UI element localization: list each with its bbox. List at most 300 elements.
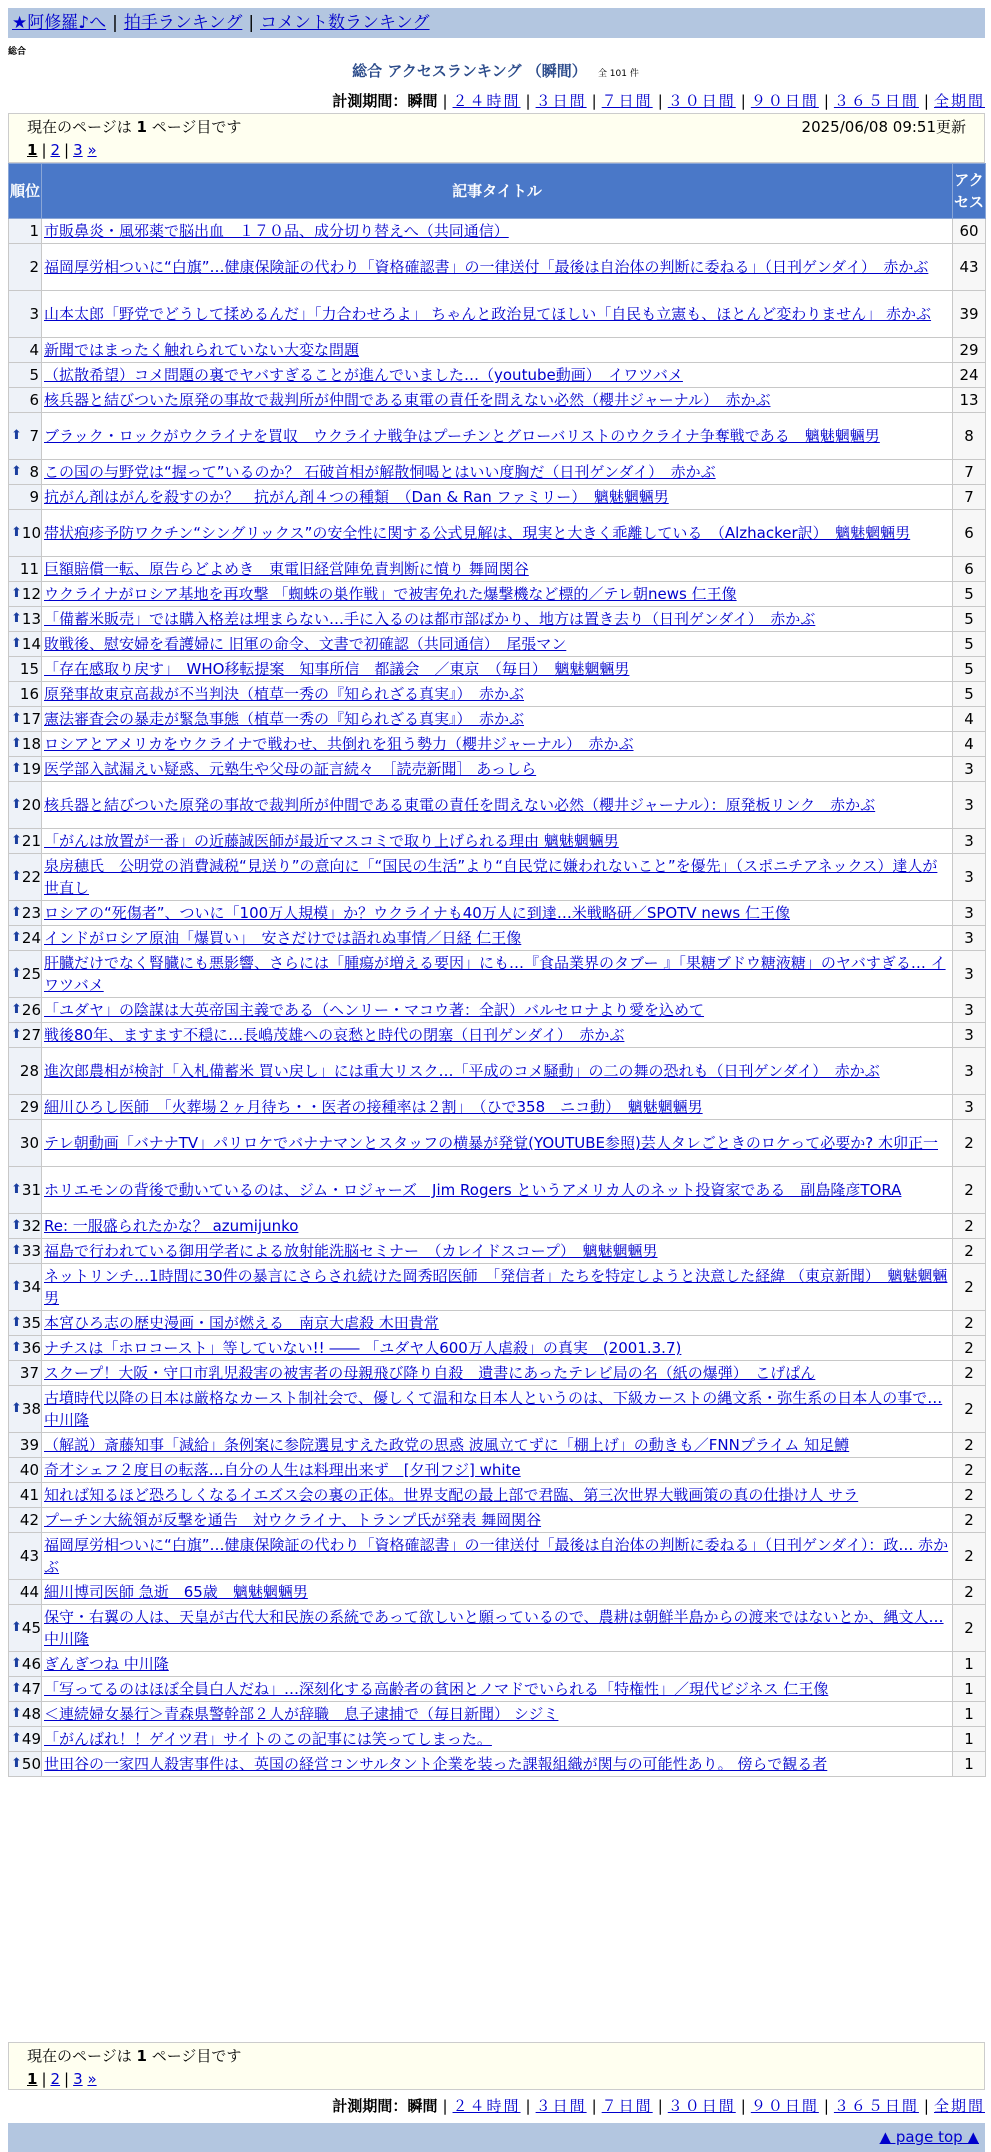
article-link[interactable]: ロシアとアメリカをウクライナで戦わせ、共倒れを狙う勢力（櫻井ジャーナル） 赤かぶ (44, 735, 634, 753)
article-link[interactable]: 「写ってるのはほぼ全員白人だね」…深刻化する高齢者の貧困とノマドでいられる「特権性」／現代ビジネス 仁王像 (44, 1680, 829, 1698)
period-separator: | (823, 92, 829, 110)
nav-separator: | (112, 13, 118, 33)
page-separator: | (64, 2070, 70, 2088)
table-row (9, 1702, 986, 1727)
access-count: 3 (953, 782, 986, 829)
article-link[interactable]: 医学部入試漏えい疑惑、元塾生や父母の証言続々 ［読売新聞］ あっしら (44, 760, 537, 778)
rank-up-icon: ⬆ (11, 1279, 22, 1294)
table-row (9, 782, 986, 829)
rank-number: 40 (19, 1461, 39, 1479)
rank-up-icon: ⬆ (11, 1340, 22, 1355)
article-link[interactable]: 核兵器と結びついた原発の事故で裁判所が仲間である東電の責任を問えない必然（櫻井ジャーナル）：原発板リンク 赤かぶ (44, 796, 876, 814)
rank-cell (9, 854, 42, 901)
page-top-link[interactable]: ▲ page top ▲ (879, 2128, 979, 2146)
nav-link[interactable]: コメント数ランキング (260, 13, 430, 33)
title-cell (42, 363, 953, 388)
table-row (9, 363, 986, 388)
table-row (9, 1336, 986, 1361)
title-cell (42, 1336, 953, 1361)
title-cell (42, 413, 953, 460)
article-link[interactable]: 肝臓だけでなく腎臓にも悪影響、さらには「腫瘍が増える要因」にも…『食品業界のタブー 』「果糖ブドウ糖液糖」のヤバすぎる… イワツバメ (44, 954, 946, 994)
rank-cell (9, 732, 42, 757)
rank-number: 48 (21, 1705, 41, 1723)
rank-number: 11 (19, 560, 39, 578)
table-row (9, 1652, 986, 1677)
period-separator: | (591, 2097, 597, 2115)
table-row (9, 1120, 986, 1167)
period-separator: | (923, 2097, 929, 2115)
article-link[interactable]: （拡散希望）コメ問題の裏でヤバすぎることが進んでいました…（youtube動画） イワツバメ (44, 366, 683, 384)
article-link[interactable]: 進次郎農相が検討「入札備蓄米 買い戻し」には重大リスク…「平成のコメ騒動」の二の舞の恐れも（日刊ゲンダイ） 赤かぶ (44, 1062, 880, 1080)
current-page-text-bottom: 現在のページは 1 ページ目です (27, 2047, 242, 2065)
article-link[interactable]: 市販鼻炎・風邪薬で脳出血 １７０品、成分切り替えへ（共同通信） (44, 222, 509, 240)
title-cell (42, 829, 953, 854)
period-link[interactable]: ３６５日間 (833, 92, 919, 110)
rank-cell (9, 951, 42, 998)
article-link[interactable]: テレ朝動画「バナナTV」パリロケでバナナマンとスタッフの横暴が発覚(YOUTUBE参照)芸人タレごときのロケって必要か? 木卯正一 (44, 1134, 939, 1152)
rank-cell (9, 244, 42, 291)
rank-cell (9, 607, 42, 632)
period-separator: | (740, 2097, 746, 2115)
access-count: 3 (953, 757, 986, 782)
nav-link[interactable]: 拍手ランキング (123, 13, 243, 33)
nav-link[interactable]: ★阿修羅♪へ (12, 13, 107, 33)
title-cell (42, 1239, 953, 1264)
period-link[interactable]: ９０日間 (750, 92, 819, 110)
table-row (9, 1605, 986, 1652)
rank-up-icon: ⬆ (11, 1706, 22, 1721)
rank-cell (9, 1752, 42, 1777)
table-row (9, 632, 986, 657)
rank-number: 19 (21, 760, 41, 778)
access-count: 3 (953, 951, 986, 998)
rank-up-icon: ⬆ (11, 1027, 22, 1042)
table-row (9, 998, 986, 1023)
period-separator: | (740, 92, 746, 110)
table-row (9, 1239, 986, 1264)
access-count: 2 (953, 1167, 986, 1214)
period-link[interactable]: ７日間 (601, 2097, 653, 2115)
access-count: 1 (953, 1652, 986, 1677)
article-link[interactable]: 古墳時代以降の日本は厳格なカースト制社会で、優しくて温和な日本人というのは、下級カーストの縄文系・弥生系の日本人の事で… 中川隆 (44, 1389, 943, 1429)
period-link[interactable]: 全期間 (933, 2097, 985, 2115)
period-separator: | (823, 2097, 829, 2115)
title-cell (42, 1458, 953, 1483)
rank-number: 41 (19, 1486, 39, 1504)
rank-number: 13 (21, 610, 41, 628)
article-link[interactable]: 「備蓄米販売」では購入格差は埋まらない…手に入るのは都市部ばかり、地方は置き去り（日刊ゲンダイ） 赤かぶ (44, 610, 816, 628)
rank-cell (9, 829, 42, 854)
article-link[interactable]: 憲法審査会の暴走が緊急事態（植草一秀の『知られざる真実』） 赤かぶ (44, 710, 525, 728)
rank-up-icon: ⬆ (11, 464, 22, 479)
access-count: 3 (953, 1048, 986, 1095)
rank-number: 21 (21, 832, 41, 850)
top-nav-bar (8, 8, 985, 38)
title-cell (42, 1752, 953, 1777)
access-count: 2 (953, 1508, 986, 1533)
access-count: 43 (953, 244, 986, 291)
table-row (9, 1386, 986, 1433)
rank-up-icon: ⬆ (11, 930, 22, 945)
access-count: 2 (953, 1580, 986, 1605)
access-count: 2 (953, 1336, 986, 1361)
title-cell (42, 732, 953, 757)
article-link[interactable]: 福島で行われている御用学者による放射能洗脳セミナー （カレイドスコープ） 魑魅魍魎男 (44, 1242, 658, 1260)
article-link[interactable]: ブラック・ロックがウクライナを買収 ウクライナ戦争はプーチンとグローバリストのウクライナ争奪戦である 魑魅魍魎男 (44, 427, 880, 445)
table-row (9, 657, 986, 682)
period-link[interactable]: ３日間 (535, 92, 587, 110)
rank-number: 39 (19, 1436, 39, 1454)
article-link[interactable]: 抗がん剤はがんを殺すのか？ 抗がん剤４つの種類 （Dan & Ran ファミリー） 魑魅魍魎男 (44, 488, 669, 506)
rank-number: 31 (21, 1181, 41, 1199)
rank-cell (9, 485, 42, 510)
rank-up-icon: ⬆ (11, 1218, 22, 1233)
title-cell (42, 1508, 953, 1533)
article-link[interactable]: （解説）斎藤知事「減給」条例案に参院選見すえた政党の思惑 波風立てずに「棚上げ」の動きも／FNNプライム 知足鱒 (44, 1436, 850, 1454)
article-link[interactable]: 「ユダヤ」の陰謀は大英帝国主義である（ヘンリー・マコウ著：全訳）バルセロナより愛を込めて (44, 1001, 705, 1019)
page-link[interactable]: 2 (50, 2070, 61, 2088)
rank-up-icon: ⬆ (11, 869, 22, 884)
rank-number: 9 (29, 488, 39, 506)
article-link[interactable]: スクープ！大阪・守口市乳児殺害の被害者の母親飛び降り自殺 遺書にあったテレビ局の名（紙の爆弾） こげぱん (44, 1364, 816, 1382)
table-row (9, 951, 986, 998)
access-count: 2 (953, 1311, 986, 1336)
access-count: 1 (953, 1702, 986, 1727)
table-row (9, 460, 986, 485)
rank-number: 27 (21, 1026, 41, 1044)
rank-up-icon: ⬆ (11, 736, 22, 751)
access-count: 4 (953, 707, 986, 732)
rank-number: 46 (21, 1655, 41, 1673)
article-link[interactable]: 敗戦後、慰安婦を看護婦に 旧軍の命令、文書で初確認（共同通信） 尾張マン (44, 635, 567, 653)
rank-number: 43 (19, 1547, 39, 1565)
access-count: 60 (953, 219, 986, 244)
header-title: 記事タイトル (42, 164, 953, 219)
rank-cell (9, 632, 42, 657)
current-page-text: 現在のページは 1 ページ目です (27, 118, 242, 136)
period-link[interactable]: ３０日間 (667, 2097, 736, 2115)
table-row (9, 732, 986, 757)
period-link[interactable]: ９０日間 (750, 2097, 819, 2115)
article-link[interactable]: 山本太郎「野党でどうして揉めるんだ」「力合わせろよ」 ちゃんと政治見てほしい「自民も立憲も、ほとんど変わりません」 赤かぶ (44, 305, 932, 323)
rank-number: 12 (21, 585, 41, 603)
period-link[interactable]: ２４時間 (452, 2097, 521, 2115)
period-selector-bottom (332, 2095, 985, 2116)
title-cell (42, 998, 953, 1023)
period-link[interactable]: ２４時間 (452, 92, 521, 110)
rank-cell (9, 1458, 42, 1483)
article-link[interactable]: 細川ひろし医師 「火葬場２ヶ月待ち・・医者の接種率は２割」 （ひで358 ニコ動） 魑魅魍魎男 (44, 1098, 703, 1116)
access-count: 3 (953, 1095, 986, 1120)
rank-up-icon: ⬆ (11, 586, 22, 601)
rank-cell (9, 1702, 42, 1727)
access-count: 2 (953, 1483, 986, 1508)
access-count: 2 (953, 1605, 986, 1652)
title-cell (42, 682, 953, 707)
article-link[interactable]: この国の与野党は“握って”いるのか？ 石破首相が解散恫喝とはいい度胸だ（日刊ゲンダイ） 赤かぶ (44, 463, 716, 481)
rank-cell (9, 1167, 42, 1214)
access-count: 3 (953, 998, 986, 1023)
article-link[interactable]: 巨額賠償一転、原告らどよめき 東電旧経営陣免責判断に憤り 舞岡関谷 (44, 560, 529, 578)
rank-up-icon: ⬆ (11, 1182, 22, 1197)
rank-cell (9, 1095, 42, 1120)
access-count: 6 (953, 510, 986, 557)
rank-cell (9, 1336, 42, 1361)
page-info-top (8, 113, 985, 163)
access-count: 2 (953, 1264, 986, 1311)
rank-number: 42 (19, 1511, 39, 1529)
article-link[interactable]: ウクライナがロシア基地を再攻撃 「蜘蛛の巣作戦」で被害免れた爆撃機など標的／テレ朝news 仁王像 (44, 585, 737, 603)
rank-up-icon: ⬆ (11, 636, 22, 651)
rank-cell (9, 219, 42, 244)
title-cell (42, 901, 953, 926)
access-count: 2 (953, 1239, 986, 1264)
period-separator: | (657, 92, 663, 110)
table-row (9, 1311, 986, 1336)
title-cell (42, 557, 953, 582)
rank-cell (9, 1508, 42, 1533)
rank-up-icon: ⬆ (11, 1731, 22, 1746)
page-separator: | (64, 141, 70, 159)
rank-up-icon: ⬆ (11, 1756, 22, 1771)
header-rank: 順位 (9, 164, 42, 219)
article-link[interactable]: 「がんは放置が一番」の近藤誠医師が最近マスコミで取り上げられる理由 魑魅魍魎男 (44, 832, 619, 850)
table-row (9, 854, 986, 901)
title-cell (42, 1533, 953, 1580)
table-row (9, 1361, 986, 1386)
rank-number: 10 (21, 524, 41, 542)
access-count: 2 (953, 1533, 986, 1580)
period-link[interactable]: ３６５日間 (833, 2097, 919, 2115)
title-cell (42, 1483, 953, 1508)
title-cell (42, 510, 953, 557)
article-link[interactable]: 泉房穂氏 公明党の消費減税“見送り”の意向に「“国民の生活”より“自民党に嫌われないこと”を優先」（スポニチアネックス）達人が世直し (44, 857, 938, 897)
rank-up-icon: ⬆ (11, 1656, 22, 1671)
rank-up-icon: ⬆ (11, 1002, 22, 1017)
table-row (9, 1508, 986, 1533)
page-link[interactable]: 2 (50, 141, 61, 159)
access-count: 2 (953, 1120, 986, 1167)
rank-number: 34 (21, 1278, 41, 1296)
access-count: 2 (953, 1386, 986, 1433)
article-link[interactable]: 世田谷の一家四人殺害事件は、英国の経営コンサルタント企業を装った課報組織が関与の可能性あり。 傍らで観る者 (44, 1755, 828, 1773)
title-cell (42, 485, 953, 510)
rank-number: 44 (19, 1583, 39, 1601)
table-row (9, 1483, 986, 1508)
article-link[interactable]: プーチン大統領が反撃を通告 対ウクライナ、トランプ氏が発表 舞岡関谷 (44, 1511, 542, 1529)
rank-up-icon: ⬆ (11, 1401, 22, 1416)
category-label: 総合 (8, 47, 27, 57)
article-link[interactable]: 保守・右翼の人は、天皇が古代大和民族の系統であって欲しいと願っているので、農耕は朝鮮半島からの渡来ではないとか、縄文人… 中川隆 (44, 1608, 944, 1648)
access-count: 1 (953, 1752, 986, 1777)
period-link[interactable]: ３０日間 (667, 92, 736, 110)
rank-cell (9, 1580, 42, 1605)
rank-cell (9, 1214, 42, 1239)
rank-number: 16 (19, 685, 39, 703)
page-separator: | (41, 141, 47, 159)
rank-cell (9, 1677, 42, 1702)
rank-up-icon: ⬆ (11, 1681, 22, 1696)
period-label: 計測期間： (332, 2097, 408, 2115)
rank-cell (9, 998, 42, 1023)
article-link[interactable]: ホリエモンの背後で動いているのは、ジム・ロジャーズ Jim Rogers というアメリカ人のネット投資家である 副島隆彦TORA (44, 1181, 902, 1199)
title-cell (42, 632, 953, 657)
article-link[interactable]: ロシアの“死傷者”、ついに「100万人規模」か？ウクライナも40万人に到達…米戦略研／SPOTV news 仁王像 (44, 904, 790, 922)
pagination-top (27, 138, 966, 162)
title-cell (42, 1702, 953, 1727)
table-row (9, 1580, 986, 1605)
article-link[interactable]: 核兵器と結びついた原発の事故で裁判所が仲間である東電の責任を問えない必然（櫻井ジャーナル） 赤かぶ (44, 391, 771, 409)
access-count: 29 (953, 338, 986, 363)
title-cell (42, 1095, 953, 1120)
next-page-link[interactable]: » (87, 141, 97, 159)
updated-time: 2025/06/08 09:51更新 (801, 118, 966, 136)
rank-number: 1 (29, 222, 39, 240)
title-cell (42, 607, 953, 632)
pagination-bottom (27, 2067, 966, 2091)
article-link[interactable]: Re: 一服盛られたかな？ azumijunko (44, 1217, 299, 1235)
access-count: 7 (953, 460, 986, 485)
title-cell (42, 1727, 953, 1752)
table-row (9, 1167, 986, 1214)
article-link[interactable]: 「がんばれ！！ゲイツ君」サイトのこの記事には笑ってしまった。 (44, 1730, 492, 1748)
table-row (9, 829, 986, 854)
table-row (9, 219, 986, 244)
table-row (9, 1214, 986, 1239)
access-count: 2 (953, 1433, 986, 1458)
rank-up-icon: ⬆ (11, 1620, 22, 1635)
rank-cell (9, 1023, 42, 1048)
article-link[interactable]: ネットリンチ…1時間に30件の暴言にさらされ続けた岡秀昭医師 「発信者」たちを特定しようと決意した経緯 （東京新聞） 魑魅魍魎男 (44, 1267, 948, 1307)
access-count: 2 (953, 1458, 986, 1483)
period-separator: | (591, 92, 597, 110)
rank-up-icon: ⬆ (11, 797, 22, 812)
title-cell (42, 291, 953, 338)
period-label: 計測期間： (332, 92, 408, 110)
page-link[interactable]: 3 (73, 141, 83, 159)
rank-number: 15 (19, 660, 39, 678)
rank-cell (9, 388, 42, 413)
article-link[interactable]: 新聞ではまったく触れられていない大変な問題 (44, 341, 360, 359)
article-link[interactable]: 奇才シェフ２度目の転落…自分の人生は料理出来ず [夕刊フジ] white (44, 1461, 521, 1479)
table-row (9, 413, 986, 460)
table-row (9, 582, 986, 607)
title-cell (42, 854, 953, 901)
period-separator: | (657, 2097, 663, 2115)
rank-number: 4 (29, 341, 39, 359)
rank-number: 36 (21, 1339, 41, 1357)
next-page-link[interactable]: » (87, 2070, 97, 2088)
access-count: 4 (953, 732, 986, 757)
access-count: 3 (953, 1023, 986, 1048)
table-row (9, 388, 986, 413)
table-row (9, 1048, 986, 1095)
table-row (9, 557, 986, 582)
article-link[interactable]: ＜連続婦女暴行＞青森県警幹部２人が辞職 息子逮捕で（毎日新聞） シジミ (44, 1705, 559, 1723)
rank-number: 47 (21, 1680, 41, 1698)
article-link[interactable]: 「存在感取り戻す」 WHO移転提案 知事所信 都議会 ／東京 （毎日） 魑魅魍魎男 (44, 660, 630, 678)
article-link[interactable]: 原発事故東京高裁が不当判決（植草一秀の『知られざる真実』） 赤かぶ (44, 685, 525, 703)
table-row (9, 1727, 986, 1752)
rank-cell (9, 1264, 42, 1311)
access-count: 5 (953, 607, 986, 632)
access-count: 1 (953, 1727, 986, 1752)
rank-up-icon: ⬆ (11, 833, 22, 848)
article-link[interactable]: 知れば知るほど恐ろしくなるイエズス会の裏の正体。世界支配の最上部で君臨、第三次世界大戦画策の真の仕掛け人 サラ (44, 1486, 859, 1504)
rank-cell (9, 582, 42, 607)
title-cell (42, 657, 953, 682)
access-count: 3 (953, 829, 986, 854)
rank-number: 38 (21, 1400, 41, 1418)
table-row (9, 1533, 986, 1580)
table-row (9, 1752, 986, 1777)
article-link[interactable]: インドがロシア原油「爆買い」 安さだけでは語れぬ事情／日経 仁王像 (44, 929, 522, 947)
rank-number: 49 (21, 1730, 41, 1748)
title-cell (42, 388, 953, 413)
article-link[interactable]: 細川博司医師 急逝 65歳 魑魅魍魎男 (44, 1583, 308, 1601)
access-count: 3 (953, 854, 986, 901)
rank-number: 50 (21, 1755, 41, 1773)
article-link[interactable]: 福岡厚労相ついに“白旗”…健康保険証の代わり「資格確認書」の一律送付「最後は自治体の判断に委ねる」（日刊ゲンダイ）：政… 赤かぶ (44, 1536, 949, 1576)
article-link[interactable]: 本宮ひろ志の歴史漫画・国が燃える 南京大虐殺 木田貴常 (44, 1314, 439, 1332)
access-count: 24 (953, 363, 986, 388)
ranking-table (8, 163, 986, 1777)
title-cell (42, 757, 953, 782)
rank-number: 29 (19, 1098, 39, 1116)
period-link[interactable]: 全期間 (933, 92, 985, 110)
article-link[interactable]: 福岡厚労相ついに“白旗”…健康保険証の代わり「資格確認書」の一律送付「最後は自治体の判断に委ねる」（日刊ゲンダイ） 赤かぶ (44, 258, 929, 276)
article-link[interactable]: 帯状疱疹予防ワクチン“シングリックス”の安全性に関する公式見解は、現実と大きく乖離している （Alzhacker訳） 魑魅魍魎男 (44, 524, 911, 542)
page-link[interactable]: 3 (73, 2070, 83, 2088)
title-cell (42, 1048, 953, 1095)
table-row (9, 926, 986, 951)
rank-number: 37 (19, 1364, 39, 1382)
article-link[interactable]: 戦後80年、ますます不穏に…長嶋茂雄への哀愁と時代の閉塞（日刊ゲンダイ） 赤かぶ (44, 1026, 625, 1044)
title-cell (42, 1433, 953, 1458)
period-link[interactable]: ７日間 (601, 92, 653, 110)
rank-number: 35 (21, 1314, 41, 1332)
article-link[interactable]: ナチスは「ホロコースト」等していない!! ―― 「ユダヤ人600万人虐殺」の真実 (2001.3.7) (44, 1339, 682, 1357)
period-separator: | (442, 92, 448, 110)
period-current: 瞬間 (407, 2097, 438, 2115)
rank-cell (9, 926, 42, 951)
table-row (9, 1264, 986, 1311)
title-cell (42, 1214, 953, 1239)
rank-cell (9, 657, 42, 682)
title-cell (42, 1023, 953, 1048)
rank-cell (9, 1361, 42, 1386)
article-link[interactable]: ぎんぎつね 中川隆 (44, 1655, 169, 1673)
rank-cell (9, 1727, 42, 1752)
period-link[interactable]: ３日間 (535, 2097, 587, 2115)
rank-cell (9, 1386, 42, 1433)
rank-up-icon: ⬆ (11, 525, 22, 540)
rank-cell (9, 757, 42, 782)
rank-number: 32 (21, 1217, 41, 1235)
rank-number: 33 (21, 1242, 41, 1260)
period-separator: | (525, 2097, 531, 2115)
period-selector-top (332, 90, 985, 111)
rank-cell (9, 510, 42, 557)
title-cell (42, 1677, 953, 1702)
nav-separator: | (248, 13, 255, 33)
rank-up-icon: ⬆ (11, 1243, 22, 1258)
rank-number: 18 (21, 735, 41, 753)
rank-number: 6 (29, 391, 39, 409)
title-cell (42, 244, 953, 291)
access-count: 5 (953, 657, 986, 682)
title-cell (42, 219, 953, 244)
